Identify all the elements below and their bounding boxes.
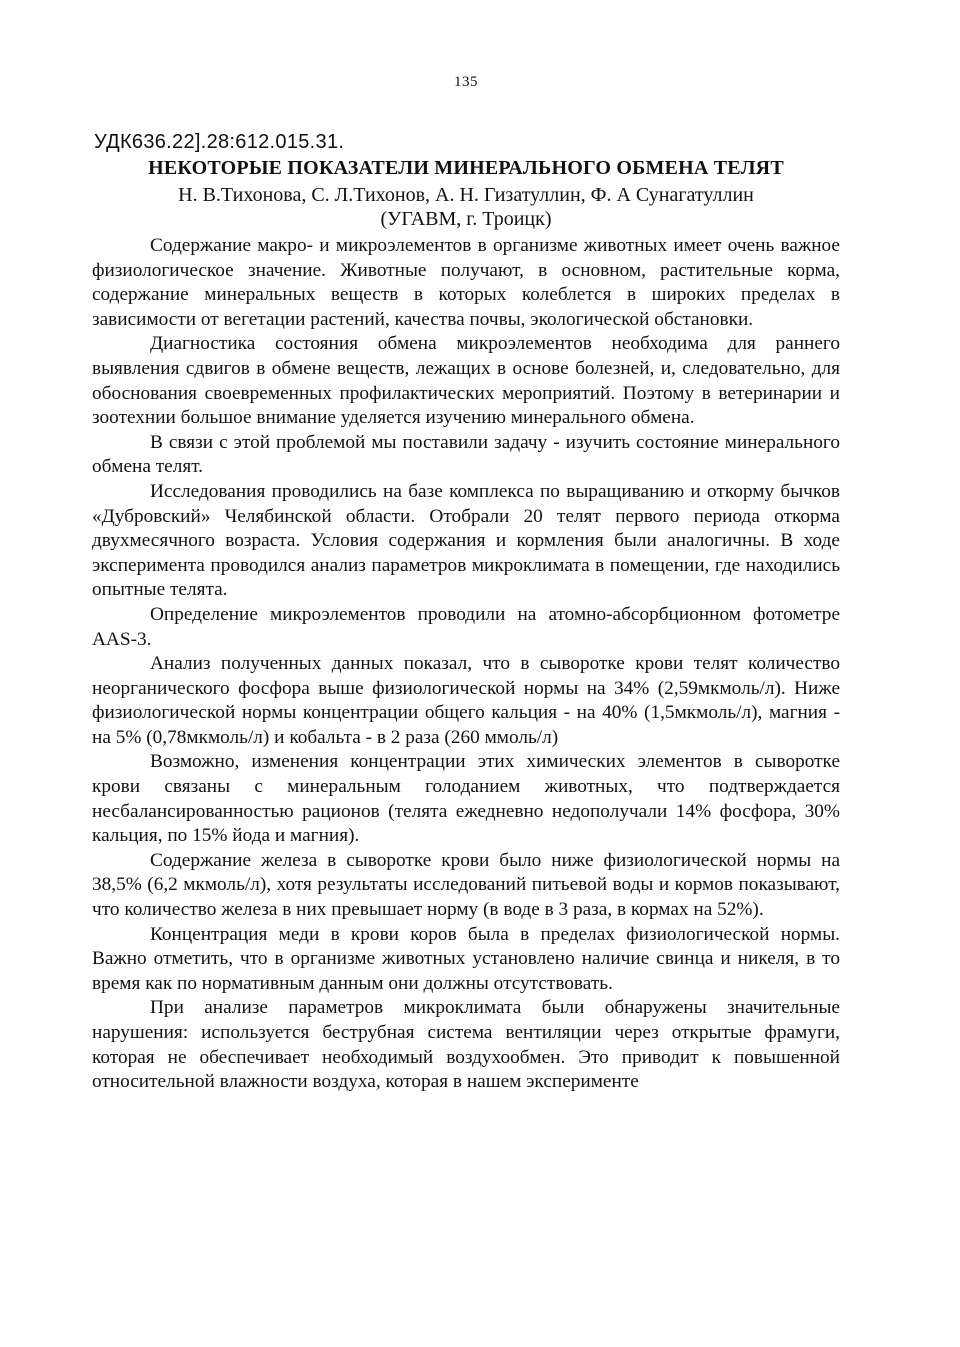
paragraph: Анализ полученных данных показал, что в сыворотке крови телят количество неорганического фосфора выше физиологической нормы на 34% (2,59мкмоль/л). Ниже физиологической нормы концентрации общего кальция - на 40% (1,5мкмоль/л), магния - на 5% (0,78мкмоль/л) и кобальта - в 2 раза (260 ммоль/л) [92,653,840,748]
paragraph: Возможно, изменения концентрации этих химических элементов в сыворотке крови связаны с минеральным голоданием животных, что подтверждается несбалансированностью рационов (телята ежедневно недополучали 14% фосфора, 30% кальция, по 15% йода и магния). [92,751,840,847]
page-number: 135 [454,74,478,90]
paragraph: Исследования проводились на базе комплекса по выращиванию и откорму бычков «Дубровский» Челябинской области. Отобрали 20 телят первого периода откорма двухмесячного возраста. Условия содержания и кормления были аналогичны. В ходе эксперимента проводился анализ параметров микроклимата в помещении, где находились опытные телята. [92,480,840,601]
paragraph: В связи с этой проблемой мы поставили задачу - изучить состояние минерального обмена телят. [92,431,840,478]
affiliation-line: (УГАВМ, г. Троицк) [380,208,552,230]
article-body [92,234,840,1095]
paragraph: Определение микроэлементов проводили на атомно-абсорбционном фотометре AAS-3. [92,603,840,650]
udc-code: УДК636.22].28:612.015.31. [94,131,345,153]
paragraph: При анализе параметров микроклимата были обнаружены значительные нарушения: используется беструбная система вентиляции через открытые фрамуги, которая не обеспечивает необходимый воздухообмен. Это приводит к повышенной относительной влажности воздуха, которая в нашем эксперименте [92,997,840,1093]
paragraph: Содержание макро- и микроэлементов в организме животных имеет очень важное физиологическое значение. Животные получают, в основном, растительные корма, содержание минеральных веществ в которых колеблется в широких пределах в зависимости от вегетации растений, качества почвы, экологической обстановки. [92,235,840,330]
paragraph: Концентрация меди в крови коров была в пределах физиологической нормы. Важно отметить, что в организме животных установлено наличие свинца и никеля, в то время как по нормативным данным они должны отсутствовать. [92,923,840,994]
article-title: НЕКОТОРЫЕ ПОКАЗАТЕЛИ МИНЕРАЛЬНОГО ОБМЕНА ТЕЛЯТ [148,157,784,179]
paragraph: Диагностика состояния обмена микроэлементов необходима для раннего выявления сдвигов в обмене веществ, лежащих в основе болезней, и, следовательно, для обоснования своевременных профилактических мероприятий. Поэтому в ветеринарии и зоотехнии большое внимание уделяется изучению минерального обмена. [92,333,840,429]
authors-line: Н. В.Тихонова, С. Л.Тихонов, А. Н. Гизатуллин, Ф. А Сунагатуллин [178,184,754,206]
paragraph: Содержание железа в сыворотке крови было ниже физиологической нормы на 38,5% (6,2 мкмоль/л), хотя результаты исследований питьевой воды и кормов показывают, что количество железа в них превышает норму (в воде в 3 раза, в кормах на 52%). [92,849,840,921]
